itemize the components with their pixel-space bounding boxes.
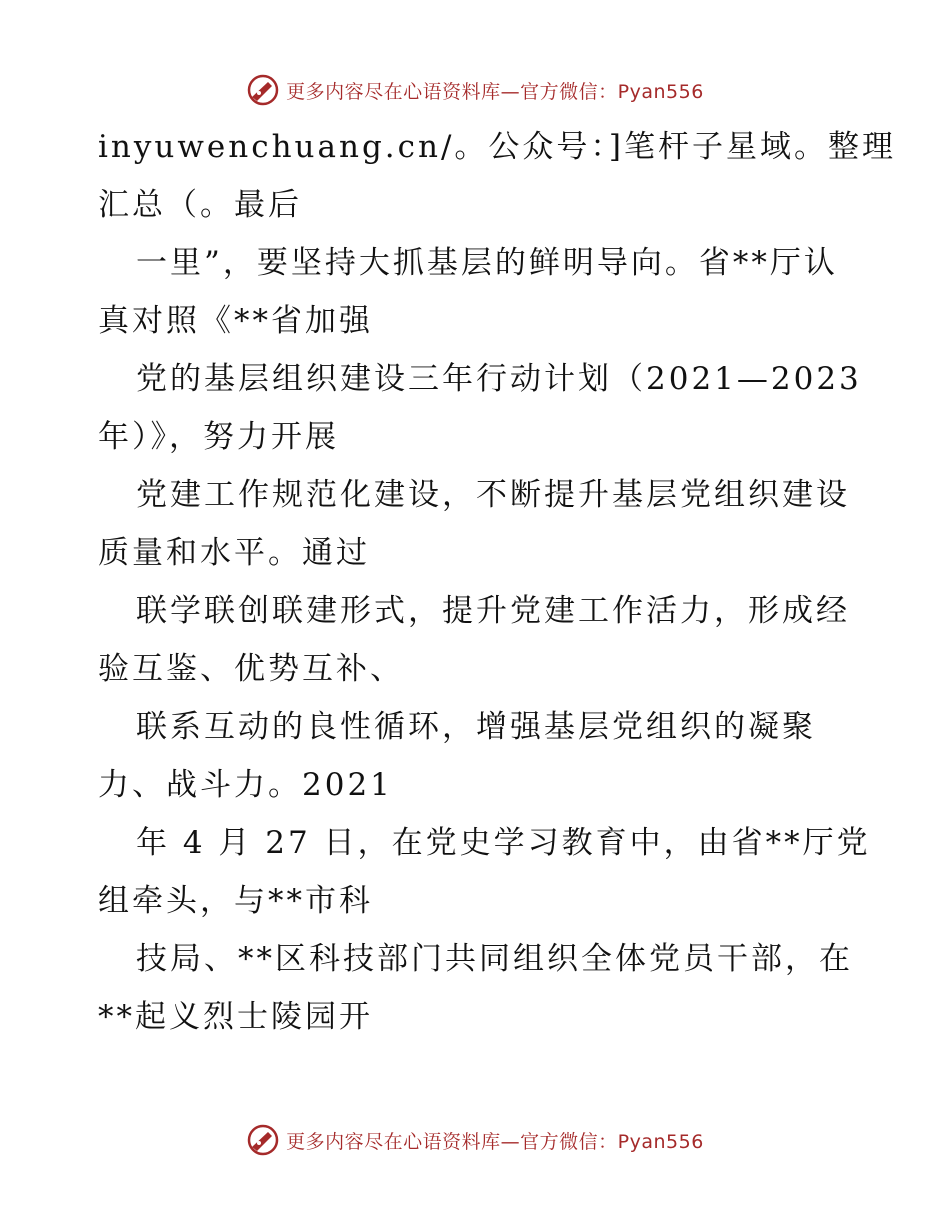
- text-line: 年）》，努力开展: [98, 419, 339, 455]
- header-banner-content: [246, 73, 704, 107]
- text-line: 党的基层组织建设三年行动计划（2021—2023: [136, 361, 862, 397]
- text-line: 验互鉴、优势互补、: [98, 651, 404, 687]
- text-line: 质量和水平。通过: [98, 535, 370, 571]
- footer-banner-content: [246, 1123, 704, 1157]
- text-line: 真对照《**省加强: [98, 303, 373, 339]
- footer-banner: [0, 1120, 950, 1160]
- text-line: 技局、**区科技部门共同组织全体党员干部，在: [136, 941, 853, 977]
- header-banner-text: 更多内容尽在心语资料库—官方微信：Pyan556: [286, 80, 704, 103]
- footer-banner-text: 更多内容尽在心语资料库—官方微信：Pyan556: [286, 1130, 704, 1153]
- text-line: 力、战斗力。2021: [98, 767, 393, 803]
- document-body: [98, 118, 897, 1046]
- text-line: 汇总（。最后: [98, 187, 302, 223]
- text-line: 一里”，要坚持大抓基层的鲜明导向。省**厅认: [136, 245, 838, 281]
- text-line: inyuwenchuang.cn/。公众号：]笔杆子星域。整理: [98, 129, 897, 165]
- text-line: 联系互动的良性循环，增强基层党组织的凝聚: [136, 709, 816, 745]
- pen-nib-logo-icon: [246, 73, 280, 107]
- text-line: 党建工作规范化建设，不断提升基层党组织建设: [136, 477, 850, 513]
- text-line: 年 4 月 27 日，在党史学习教育中，由省**厅党: [136, 825, 871, 861]
- header-banner: [0, 70, 950, 110]
- text-line: 联学联创联建形式，提升党建工作活力，形成经: [136, 593, 850, 629]
- pen-nib-logo-icon: [246, 1123, 280, 1157]
- text-line: **起义烈士陵园开: [98, 999, 373, 1035]
- text-line: 组牵头，与**市科: [98, 883, 373, 919]
